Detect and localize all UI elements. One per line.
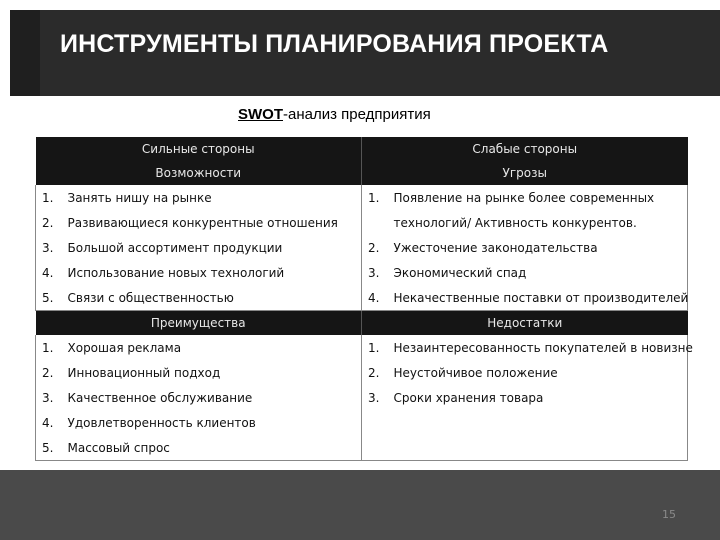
header-row-sw: [36, 137, 688, 161]
item-text: Неустойчивое положение: [394, 360, 688, 385]
item-text: Удовлетворенность клиентов: [68, 410, 362, 435]
ad-row: [36, 435, 688, 461]
page-number: 15: [662, 508, 676, 521]
header-row-ot-left: Возможности: [36, 161, 362, 185]
item-number: 2.: [36, 360, 68, 385]
item-number: 2.: [36, 210, 68, 235]
item-text: [394, 435, 688, 461]
item-text: технологий/ Активность конкурентов.: [394, 210, 688, 235]
item-text: Сроки хранения товара: [394, 385, 688, 410]
ad-row: [36, 360, 688, 385]
item-number: 3.: [368, 390, 380, 405]
item-text: Некачественные поставки от производителей: [394, 285, 688, 311]
item-text: Массовый спрос: [68, 435, 362, 461]
item-number: 3.: [368, 265, 380, 280]
item-text: Качественное обслуживание: [68, 385, 362, 410]
item-number: 2.: [368, 365, 380, 380]
header-row-ot-right: Угрозы: [362, 161, 688, 185]
swot-table: [35, 137, 693, 461]
footer-bar: [0, 470, 720, 540]
item-number: [362, 410, 394, 435]
ot-row: [36, 210, 688, 235]
caption-rest: -анализ предприятия: [283, 106, 431, 123]
header-row-ad-left: Преимущества: [36, 311, 362, 336]
header-row-ad-right: Недостатки: [362, 311, 688, 336]
item-text: Использование новых технологий: [68, 260, 362, 285]
ot-row: [36, 185, 688, 210]
item-number: 4.: [36, 260, 68, 285]
item-number: 4.: [36, 410, 68, 435]
item-text: Связи с общественностью: [68, 285, 362, 311]
ot-row: [36, 285, 688, 311]
item-number: 1.: [36, 185, 68, 210]
table-caption: [238, 106, 431, 123]
item-text: Экономический спад: [394, 260, 688, 285]
title-accent: [10, 10, 40, 96]
item-number: 5.: [36, 435, 68, 461]
item-number: 1.: [36, 335, 68, 360]
item-text: Развивающиеся конкурентные отношения: [68, 210, 362, 235]
ad-row: [36, 410, 688, 435]
header-row-sw-left: Сильные стороны: [36, 137, 362, 161]
item-text: Занять нишу на рынке: [68, 185, 362, 210]
item-number: 1.: [368, 340, 380, 355]
caption-abbr: SWOT: [238, 106, 283, 123]
item-text: Ужесточение законодательства: [394, 235, 688, 260]
header-row-sw-right: Слабые стороны: [362, 137, 688, 161]
item-text: [394, 410, 688, 435]
page-title: ИНСТРУМЕНТЫ ПЛАНИРОВАНИЯ ПРОЕКТА: [60, 30, 609, 58]
ad-row: [36, 335, 688, 360]
ad-row: [36, 385, 688, 410]
top-frame: [0, 0, 720, 10]
item-text: Инновационный подход: [68, 360, 362, 385]
item-number: 1.: [368, 190, 380, 205]
header-row-ad: [36, 311, 688, 336]
item-number: 4.: [362, 285, 394, 311]
item-number: 2.: [368, 240, 380, 255]
item-text: Большой ассортимент продукции: [68, 235, 362, 260]
item-text: Появление на рынке более современных: [394, 185, 688, 210]
item-number: 3.: [36, 385, 68, 410]
item-number: [362, 210, 394, 235]
item-text: Хорошая реклама: [68, 335, 362, 360]
header-row-ot: [36, 161, 688, 185]
item-text: Незаинтересованность покупателей в новизне: [394, 335, 688, 360]
ot-row: [36, 260, 688, 285]
ot-row: [36, 235, 688, 260]
item-number: 3.: [36, 235, 68, 260]
item-number: [362, 435, 394, 461]
item-number: 5.: [36, 285, 68, 311]
